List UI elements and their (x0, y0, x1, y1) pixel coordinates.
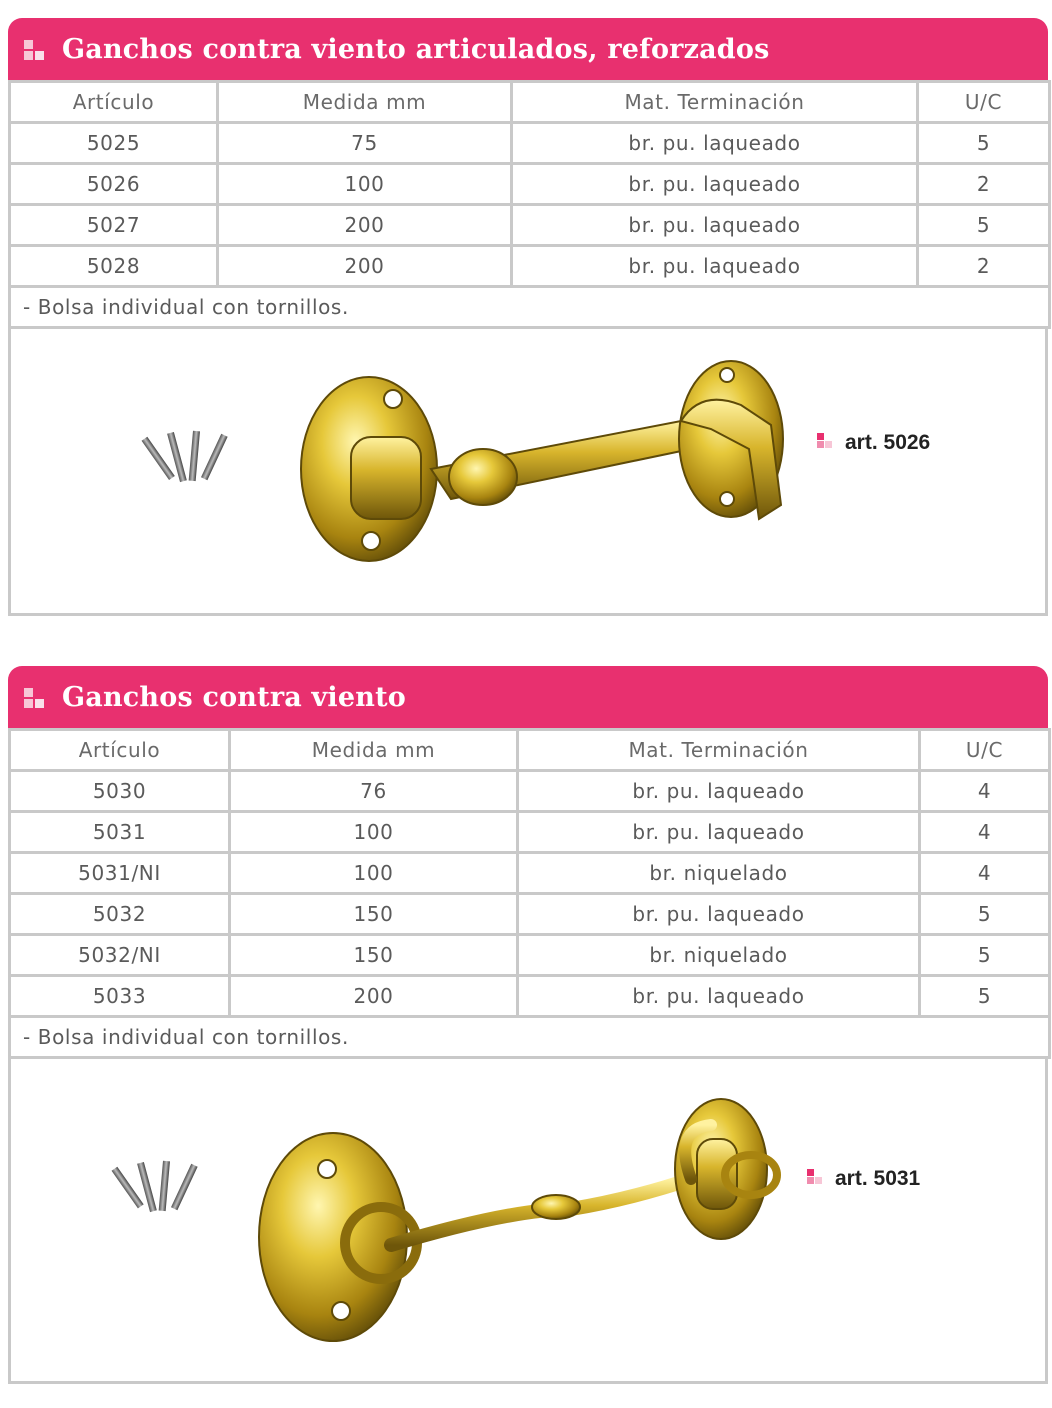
cell-finish: br. niquelado (518, 853, 920, 894)
table-row (10, 976, 1050, 1017)
cell-finish: br. pu. laqueado (512, 246, 918, 287)
section-title: Ganchos contra viento (62, 681, 406, 713)
product-table (8, 80, 1051, 329)
column-header: Artículo (10, 82, 218, 123)
table-row (10, 812, 1050, 853)
product-section-1 (8, 18, 1048, 616)
table-row (10, 123, 1050, 164)
column-header: Medida mm (230, 730, 518, 771)
cell-units: 2 (918, 164, 1050, 205)
cell-article: 5032/NI (10, 935, 230, 976)
article-label (807, 1167, 920, 1191)
screws-icon (142, 431, 228, 482)
article-label (817, 431, 930, 455)
cell-size: 100 (218, 164, 512, 205)
cell-units: 5 (918, 123, 1050, 164)
section-header (8, 666, 1048, 728)
table-header-row (10, 82, 1050, 123)
cell-size: 75 (218, 123, 512, 164)
cell-article: 5026 (10, 164, 218, 205)
column-header: Mat. Terminación (512, 82, 918, 123)
cell-article: 5030 (10, 771, 230, 812)
cell-size: 76 (230, 771, 518, 812)
screws-icon (112, 1161, 198, 1212)
cell-finish: br. pu. laqueado (512, 123, 918, 164)
cell-units: 4 (920, 771, 1050, 812)
cell-units: 4 (920, 812, 1050, 853)
cell-size: 200 (230, 976, 518, 1017)
column-header: Medida mm (218, 82, 512, 123)
bullet-squares-icon (24, 684, 50, 710)
table-row (10, 771, 1050, 812)
cell-finish: br. pu. laqueado (518, 976, 920, 1017)
article-label-text: art. 5026 (845, 431, 931, 454)
note-row (10, 1017, 1050, 1058)
hook-5031-illustration (11, 1059, 1045, 1381)
cell-finish: br. pu. laqueado (512, 205, 918, 246)
cell-article: 5033 (10, 976, 230, 1017)
cell-units: 4 (920, 853, 1050, 894)
cell-units: 5 (920, 976, 1050, 1017)
table-row (10, 935, 1050, 976)
table-header-row (10, 730, 1050, 771)
note-text: - Bolsa individual con tornillos. (10, 1017, 1050, 1058)
cell-units: 5 (920, 894, 1050, 935)
table-row (10, 853, 1050, 894)
cell-finish: br. pu. laqueado (518, 894, 920, 935)
cell-finish: br. niquelado (518, 935, 920, 976)
cell-article: 5027 (10, 205, 218, 246)
product-image-panel (8, 329, 1048, 616)
cell-units: 5 (920, 935, 1050, 976)
cell-size: 200 (218, 246, 512, 287)
bullet-squares-icon (24, 36, 50, 62)
cell-finish: br. pu. laqueado (518, 812, 920, 853)
note-row (10, 287, 1050, 328)
table-row (10, 894, 1050, 935)
note-text: - Bolsa individual con tornillos. (10, 287, 1050, 328)
cell-article: 5028 (10, 246, 218, 287)
section-title: Ganchos contra viento articulados, reforzados (62, 33, 770, 65)
section-header (8, 18, 1048, 80)
cell-article: 5031/NI (10, 853, 230, 894)
column-header: U/C (918, 82, 1050, 123)
cell-finish: br. pu. laqueado (512, 164, 918, 205)
cell-article: 5032 (10, 894, 230, 935)
table-row (10, 246, 1050, 287)
article-label-text: art. 5031 (835, 1167, 921, 1190)
product-section-2 (8, 666, 1048, 1384)
product-image-panel (8, 1059, 1048, 1384)
product-table (8, 728, 1051, 1059)
bullet-squares-icon (817, 433, 837, 453)
cell-finish: br. pu. laqueado (518, 771, 920, 812)
cell-size: 150 (230, 894, 518, 935)
cell-units: 2 (918, 246, 1050, 287)
cell-size: 200 (218, 205, 512, 246)
cell-size: 150 (230, 935, 518, 976)
table-row (10, 164, 1050, 205)
cell-article: 5031 (10, 812, 230, 853)
bullet-squares-icon (807, 1169, 827, 1189)
cell-size: 100 (230, 853, 518, 894)
column-header: Artículo (10, 730, 230, 771)
cell-article: 5025 (10, 123, 218, 164)
cell-size: 100 (230, 812, 518, 853)
hook-5026-illustration (11, 329, 1045, 613)
cell-units: 5 (918, 205, 1050, 246)
column-header: U/C (920, 730, 1050, 771)
table-row (10, 205, 1050, 246)
column-header: Mat. Terminación (518, 730, 920, 771)
